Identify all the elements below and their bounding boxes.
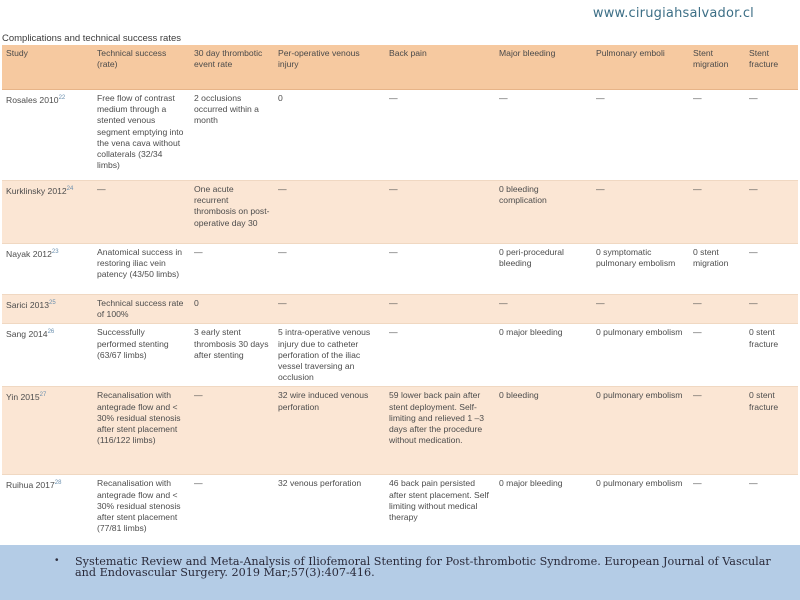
table-cell: — xyxy=(745,90,798,181)
table-cell: 46 back pain persisted after stent placement. Self limiting without medical therapy xyxy=(385,475,495,547)
table-cell: — xyxy=(274,244,385,295)
table-cell: — xyxy=(274,295,385,324)
table-cell: — xyxy=(689,387,745,475)
reference-number: 25 xyxy=(49,300,56,306)
study-name: Ruihua 2017 xyxy=(6,480,55,491)
table-cell: — xyxy=(745,475,798,547)
table-cell: — xyxy=(495,295,592,324)
site-url[interactable]: www.cirugiahsalvador.cl xyxy=(592,6,754,21)
table-cell: — xyxy=(592,181,689,244)
table-cell: — xyxy=(190,244,274,295)
table-cell: — xyxy=(745,244,798,295)
table-row xyxy=(2,181,798,244)
table-cell: — xyxy=(385,181,495,244)
table-cell: — xyxy=(385,295,495,324)
study-cell xyxy=(2,244,93,295)
column-header-technical-success: Technical success (rate) xyxy=(93,45,190,90)
table-row xyxy=(2,324,798,387)
table-cell: 0 xyxy=(274,90,385,181)
table-cell: — xyxy=(689,475,745,547)
table-cell: 59 lower back pain after stent deployment. Self-limiting and relieved 1 –3 days after the procedure without medication. xyxy=(385,387,495,475)
table-cell: 3 early stent thrombosis 30 days after stenting xyxy=(190,324,274,387)
bullet: • xyxy=(55,555,59,566)
reference-number: 24 xyxy=(66,186,74,192)
table-cell: 0 stent fracture xyxy=(745,387,798,475)
citation-footer xyxy=(0,545,800,600)
table-row xyxy=(2,387,798,475)
table-caption: Complications and technical success rates xyxy=(2,33,182,44)
table-cell: — xyxy=(745,295,798,324)
table-cell: — xyxy=(689,295,745,324)
study-cell xyxy=(2,90,93,181)
reference-number: 26 xyxy=(47,329,55,336)
study-cell xyxy=(2,475,93,547)
table-cell: Free flow of contrast medium through a stented venous segment emptying into the vena cava without collaterals (32/34 limbs) xyxy=(93,90,190,181)
table-cell: — xyxy=(495,90,592,181)
column-header-stent-fracture: Stent fracture xyxy=(745,45,798,90)
table-cell: — xyxy=(385,90,495,181)
table-cell: 0 pulmonary embolism xyxy=(592,324,689,387)
study-name: Rosales 2010 xyxy=(6,94,59,105)
table-cell: — xyxy=(385,324,495,387)
table-cell: 0 peri-procedural bleeding xyxy=(495,244,592,295)
table-cell: 32 venous perforation xyxy=(274,475,385,547)
reference-number: 23 xyxy=(51,249,59,255)
table-cell: 0 xyxy=(190,295,274,324)
table-cell: 0 bleeding xyxy=(495,387,592,475)
column-header-major-bleeding: Major bleeding xyxy=(495,45,592,90)
table-cell: 5 intra-operative venous injury due to catheter perforation of the iliac vessel traversing an occlusion xyxy=(274,324,385,387)
study-cell xyxy=(2,324,93,387)
table-cell: Recanalisation with antegrade flow and < 30% residual stenosis after stent placement (116/122 limbs) xyxy=(93,387,190,475)
table-row xyxy=(2,475,798,547)
table-cell: Technical success rate of 100% xyxy=(93,295,190,324)
study-name: Sarici 2013 xyxy=(6,299,49,310)
table-header-row xyxy=(2,45,798,90)
table-cell: Anatomical success in restoring iliac vein patency (43/50 limbs) xyxy=(93,244,190,295)
study-name: Kurklinsky 2012 xyxy=(6,185,67,196)
table-cell: — xyxy=(190,387,274,475)
table-cell: Recanalisation with antegrade flow and < 30% residual stenosis after stent placement (77/81 limbs) xyxy=(93,475,190,547)
study-name: Sang 2014 xyxy=(6,329,48,340)
table-cell: 0 pulmonary embolism xyxy=(592,475,689,547)
table-cell: Successfully performed stenting (63/67 limbs) xyxy=(93,324,190,387)
table-cell: 0 bleeding complication xyxy=(495,181,592,244)
reference-number: 22 xyxy=(58,95,66,101)
study-name: Yin 2015 xyxy=(6,392,40,403)
column-header-back-pain: Back pain xyxy=(385,45,495,90)
table-cell: 0 stent migration xyxy=(689,244,745,295)
table-cell: — xyxy=(274,181,385,244)
table-cell: 0 stent fracture xyxy=(745,324,798,387)
study-cell xyxy=(2,387,93,475)
study-cell xyxy=(2,181,93,244)
table-cell: 2 occlusions occurred within a month xyxy=(190,90,274,181)
table-cell: 0 pulmonary embolism xyxy=(592,387,689,475)
table-cell: — xyxy=(385,244,495,295)
citation-text: Systematic Review and Meta-Analysis of Iliofemoral Stenting for Post-thrombotic Syndrome. European Journal of Vascular and Endovascular Surgery. 2019 Mar;57(3):407-416. xyxy=(75,555,771,579)
table-cell: 0 major bleeding xyxy=(495,324,592,387)
column-header-study: Study xyxy=(2,45,93,90)
table-cell: 32 wire induced venous perforation xyxy=(274,387,385,475)
table-cell: — xyxy=(592,295,689,324)
table-cell: One acute recurrent thrombosis on post-operative day 30 xyxy=(190,181,274,244)
table-cell: — xyxy=(592,90,689,181)
study-name: Nayak 2012 xyxy=(6,248,52,259)
table-row xyxy=(2,295,798,324)
column-header-thrombotic-event: 30 day thrombotic event rate xyxy=(190,45,274,90)
study-cell xyxy=(2,295,93,324)
table-row xyxy=(2,90,798,181)
table-cell: 0 symptomatic pulmonary embolism xyxy=(592,244,689,295)
table-row xyxy=(2,244,798,295)
column-header-venous-injury: Per-operative venous injury xyxy=(274,45,385,90)
table-cell: — xyxy=(93,181,190,244)
column-header-pulmonary-emboli: Pulmonary emboli xyxy=(592,45,689,90)
results-table xyxy=(2,45,798,547)
table-cell: — xyxy=(745,181,798,244)
reference-number: 27 xyxy=(39,392,47,399)
table-cell: — xyxy=(689,181,745,244)
reference-number: 28 xyxy=(54,480,62,487)
table-cell: — xyxy=(689,324,745,387)
table-cell: — xyxy=(689,90,745,181)
column-header-stent-migration: Stent migration xyxy=(689,45,745,90)
table-cell: 0 major bleeding xyxy=(495,475,592,547)
table-cell: — xyxy=(190,475,274,547)
